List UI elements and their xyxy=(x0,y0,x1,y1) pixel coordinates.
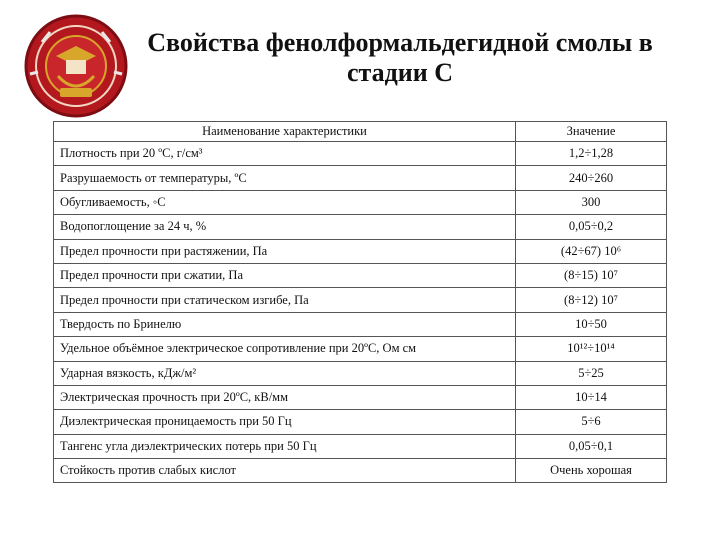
property-name: Разрушаемость от температуры, ºС xyxy=(54,166,516,190)
title-line-2: стадии С xyxy=(346,58,454,87)
title-line-1: Свойства фенолформальдегидной смолы в xyxy=(147,28,653,57)
property-value: 10¹²÷10¹⁴ xyxy=(516,337,667,361)
property-name: Удельное объёмное электрическое сопротивление при 20ºС, Ом см xyxy=(54,337,516,361)
property-name: Твердость по Бринелю xyxy=(54,312,516,336)
table-header-row xyxy=(54,122,667,142)
column-header-name: Наименование характеристики xyxy=(54,122,516,142)
column-header-value: Значение xyxy=(516,122,667,142)
table-row xyxy=(54,142,667,166)
property-value: 300 xyxy=(516,190,667,214)
property-value: 0,05÷0,1 xyxy=(516,434,667,458)
table-row xyxy=(54,166,667,190)
table-row xyxy=(54,361,667,385)
table-row xyxy=(54,263,667,287)
property-value: (8÷12) 10⁷ xyxy=(516,288,667,312)
table-row xyxy=(54,312,667,336)
property-name: Тангенс угла диэлектрических потерь при 50 Гц xyxy=(54,434,516,458)
property-value: 10÷50 xyxy=(516,312,667,336)
table-row xyxy=(54,434,667,458)
property-name: Предел прочности при растяжении, Па xyxy=(54,239,516,263)
property-value: 5÷6 xyxy=(516,410,667,434)
property-name: Предел прочности при сжатии, Па xyxy=(54,263,516,287)
property-value: 240÷260 xyxy=(516,166,667,190)
table-row xyxy=(54,215,667,239)
table-row xyxy=(54,190,667,214)
property-value: Очень хорошая xyxy=(516,459,667,483)
property-name: Водопоглощение за 24 ч, % xyxy=(54,215,516,239)
table-row xyxy=(54,337,667,361)
properties-table xyxy=(53,121,667,483)
property-value: (8÷15) 10⁷ xyxy=(516,263,667,287)
property-name: Электрическая прочность при 20ºС, кВ/мм xyxy=(54,385,516,409)
property-value: 0,05÷0,2 xyxy=(516,215,667,239)
property-value: 1,2÷1,28 xyxy=(516,142,667,166)
table-row xyxy=(54,410,667,434)
table-row xyxy=(54,459,667,483)
property-name: Предел прочности при статическом изгибе, Па xyxy=(54,288,516,312)
college-emblem-icon xyxy=(22,12,130,120)
table-row xyxy=(54,288,667,312)
table-row xyxy=(54,239,667,263)
property-value: (42÷67) 10⁶ xyxy=(516,239,667,263)
property-name: Плотность при 20 ºС, г/см³ xyxy=(54,142,516,166)
property-value: 10÷14 xyxy=(516,385,667,409)
property-name: Стойкость против слабых кислот xyxy=(54,459,516,483)
property-value: 5÷25 xyxy=(516,361,667,385)
property-name: Обугливаемость, ◦С xyxy=(54,190,516,214)
property-name: Диэлектрическая проницаемость при 50 Гц xyxy=(54,410,516,434)
property-name: Ударная вязкость, кДж/м² xyxy=(54,361,516,385)
table-row xyxy=(54,385,667,409)
page-title xyxy=(120,28,680,88)
